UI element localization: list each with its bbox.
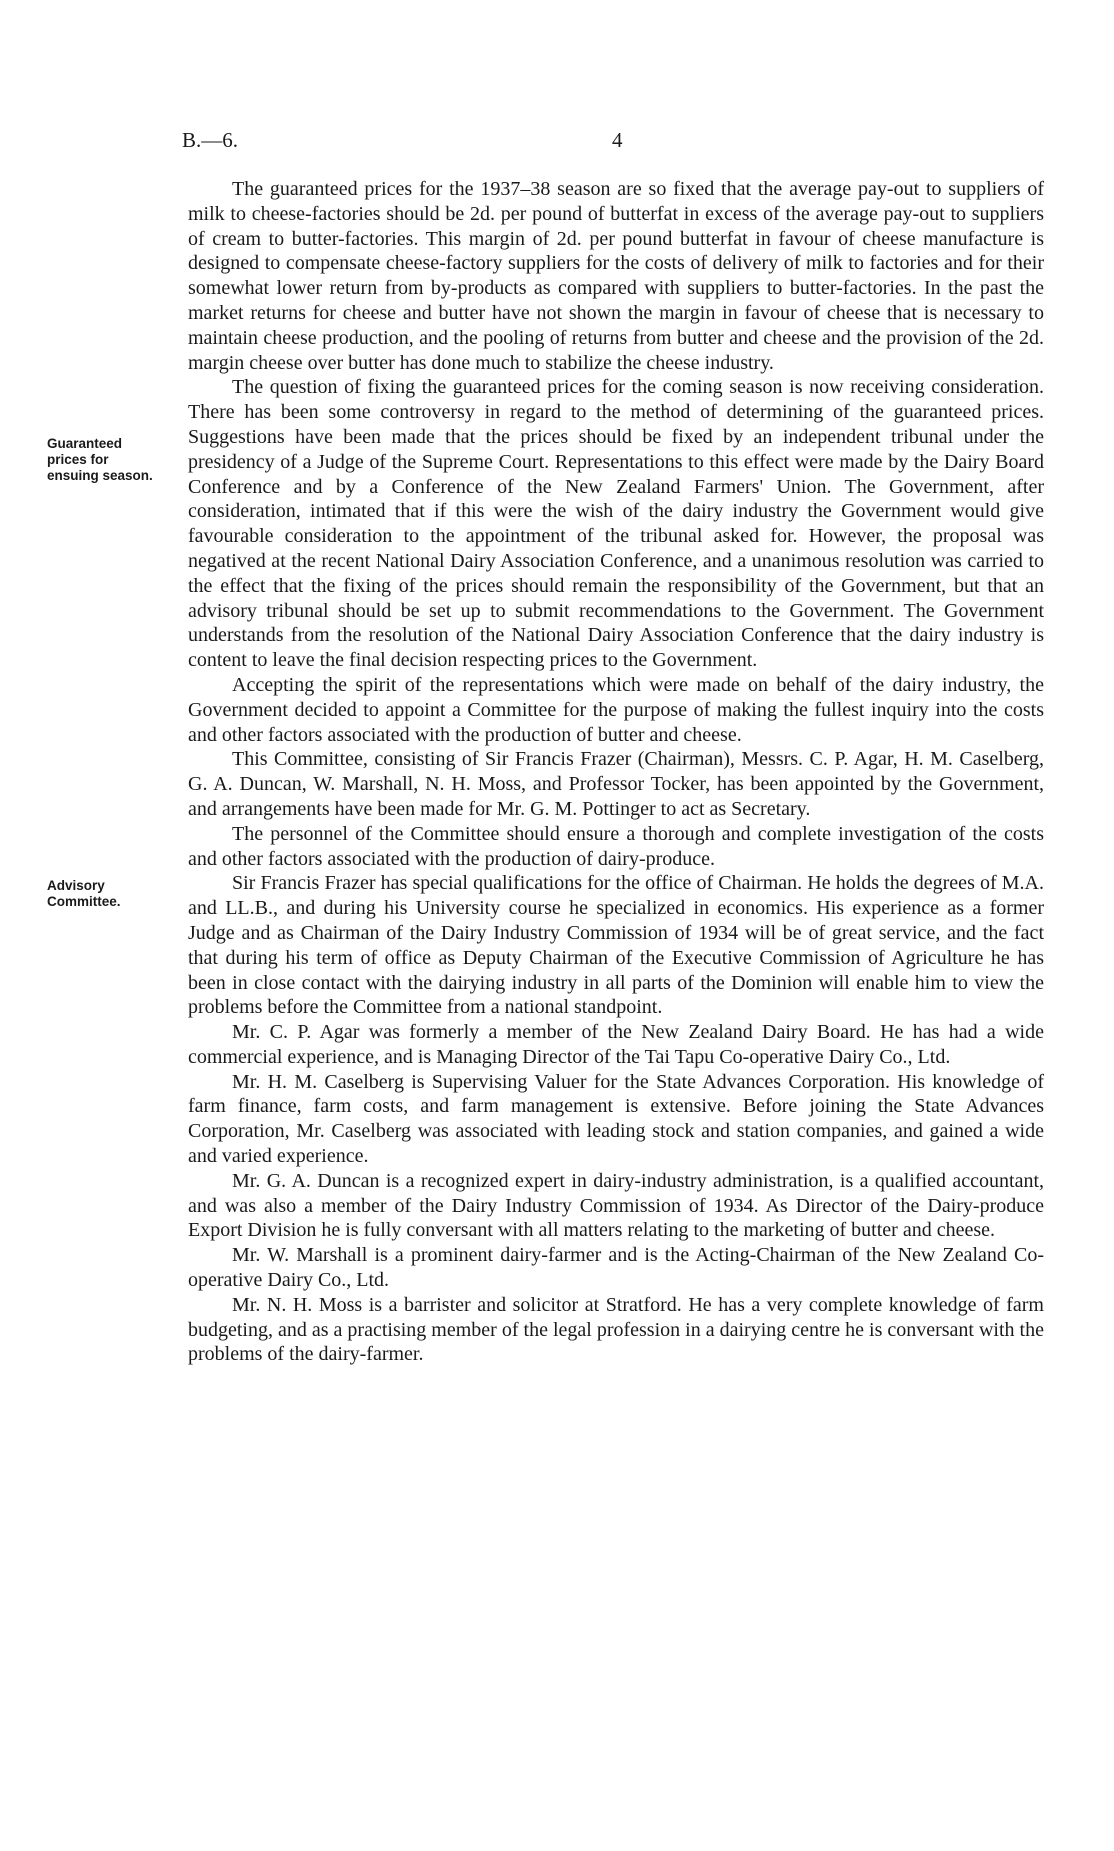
paragraph-agar: Mr. C. P. Agar was formerly a member of the New Zealand Dairy Board. He has had a wide commercial experience, and is Managing Director of the Tai Tapu Co-operative Dairy Co., Ltd. (188, 1021, 1044, 1068)
paragraph-committee-members: This Committee, consisting of Sir Francis Frazer (Chairman), Messrs. C. P. Agar, H. M. Caselberg, G. A. Duncan, W. Marshall, N. H. Moss, and Professor Tocker, has been appointed by the Government, and arrangements have been made for Mr. G. M. Pottinger to act as Secretary. (188, 748, 1044, 820)
page-header (182, 128, 1042, 158)
document-reference: B.—6. (182, 128, 239, 152)
paragraph-duncan: Mr. G. A. Duncan is a recognized expert in dairy-industry administration, is a qualified accountant, and was also a member of the Dairy Industry Commission of 1934. As Director of the Dairy-produce Export Division he is fully conversant with all matters relating to the marketing of butter and cheese. (188, 1169, 1044, 1242)
paragraph-moss: Mr. N. H. Moss is a barrister and solicitor at Stratford. He has a very complete knowledge of farm budgeting, and as a practising member of the legal profession in a dairying centre he is conversant with the problems of the dairy-farmer. (188, 1293, 1044, 1366)
paragraph-francis-frazer: Sir Francis Frazer has special qualifications for the office of Chairman. He holds the degrees of M.A. and LL.B., and during his University course he specialized in economics. His experience as a former Judge and as Chairman of the Dairy Industry Commission of 1934 will be of great service, and the fact that during his term of office as Deputy Chairman of the Executive Commission of Agriculture he has been in close contact with the dairying industry in all parts of the Dominion will enable him to view the problems before the Committee from a national standpoint. (188, 872, 1044, 1019)
margin-note-advisory-committee: Advisory Committee. (47, 878, 121, 909)
margin-note-guaranteed-prices: Guaranteed prices for ensuing season. (47, 436, 153, 483)
paragraph-fixing-guaranteed-prices: The question of fixing the guaranteed prices for the coming season is now receiving consideration. There has been some controversy in regard to the method of determining of the guaranteed prices. Suggestions have been made that the prices should be fixed by an independent tribunal under the presidency of a Judge of the Supreme Court. Representations to this effect were made by the Dairy Board Conference and by a Conference of the New Zealand Farmers' Union. The Government, after consideration, intimated that if this were the wish of the dairy industry the Government would give favourable consideration to the appointment of the tribunal asked for. However, the proposal was negatived at the recent National Dairy Association Conference, and a unanimous resolution was carried to the effect that the fixing of the prices should remain the responsibility of the Government, but that an advisory tribunal should be set up to submit recommendations to the Government. The Government understands from the resolution of the National Dairy Association Conference that the dairy industry is content to leave the final decision respecting prices to the Government. (188, 376, 1044, 672)
paragraph-guaranteed-prices-1937-38: The guaranteed prices for the 1937–38 season are so fixed that the average pay-out to suppliers of milk to cheese-factories should be 2d. per pound of butterfat in excess of the average pay-out to suppliers of cream to butter-factories. This margin of 2d. per pound butterfat in favour of cheese manufacture is designed to compensate cheese-factory suppliers for the costs of delivery of milk to factories and for their somewhat lower return from by-products as compared with suppliers to butter-factories. In the past the market returns for cheese and butter have not shown the margin in favour of cheese that is necessary to maintain cheese production, and the pooling of returns from butter and cheese and the provision of the 2d. margin cheese over butter has done much to stabilize the cheese industry. (188, 178, 1044, 374)
paragraph-government-committee: Accepting the spirit of the representations which were made on behalf of the dairy industry, the Government decided to appoint a Committee for the purpose of making the fullest inquiry into the costs and other factors associated with the production of butter and cheese. (188, 673, 1044, 746)
page-number: 4 (612, 128, 623, 152)
paragraph-committee-personnel: The personnel of the Committee should ensure a thorough and complete investigation of the costs and other factors associated with the production of dairy-produce. (188, 822, 1044, 870)
paragraph-caselberg: Mr. H. M. Caselberg is Supervising Valuer for the State Advances Corporation. His knowledge of farm finance, farm costs, and farm management is extensive. Before joining the State Advances Corporation, Mr. Caselberg was associated with leading stock and station companies, and gained a wide and varied experience. (188, 1070, 1044, 1168)
paragraph-marshall: Mr. W. Marshall is a prominent dairy-farmer and is the Acting-Chairman of the New Zealand Co-operative Dairy Co., Ltd. (188, 1244, 1044, 1292)
body-text (188, 177, 1044, 1367)
